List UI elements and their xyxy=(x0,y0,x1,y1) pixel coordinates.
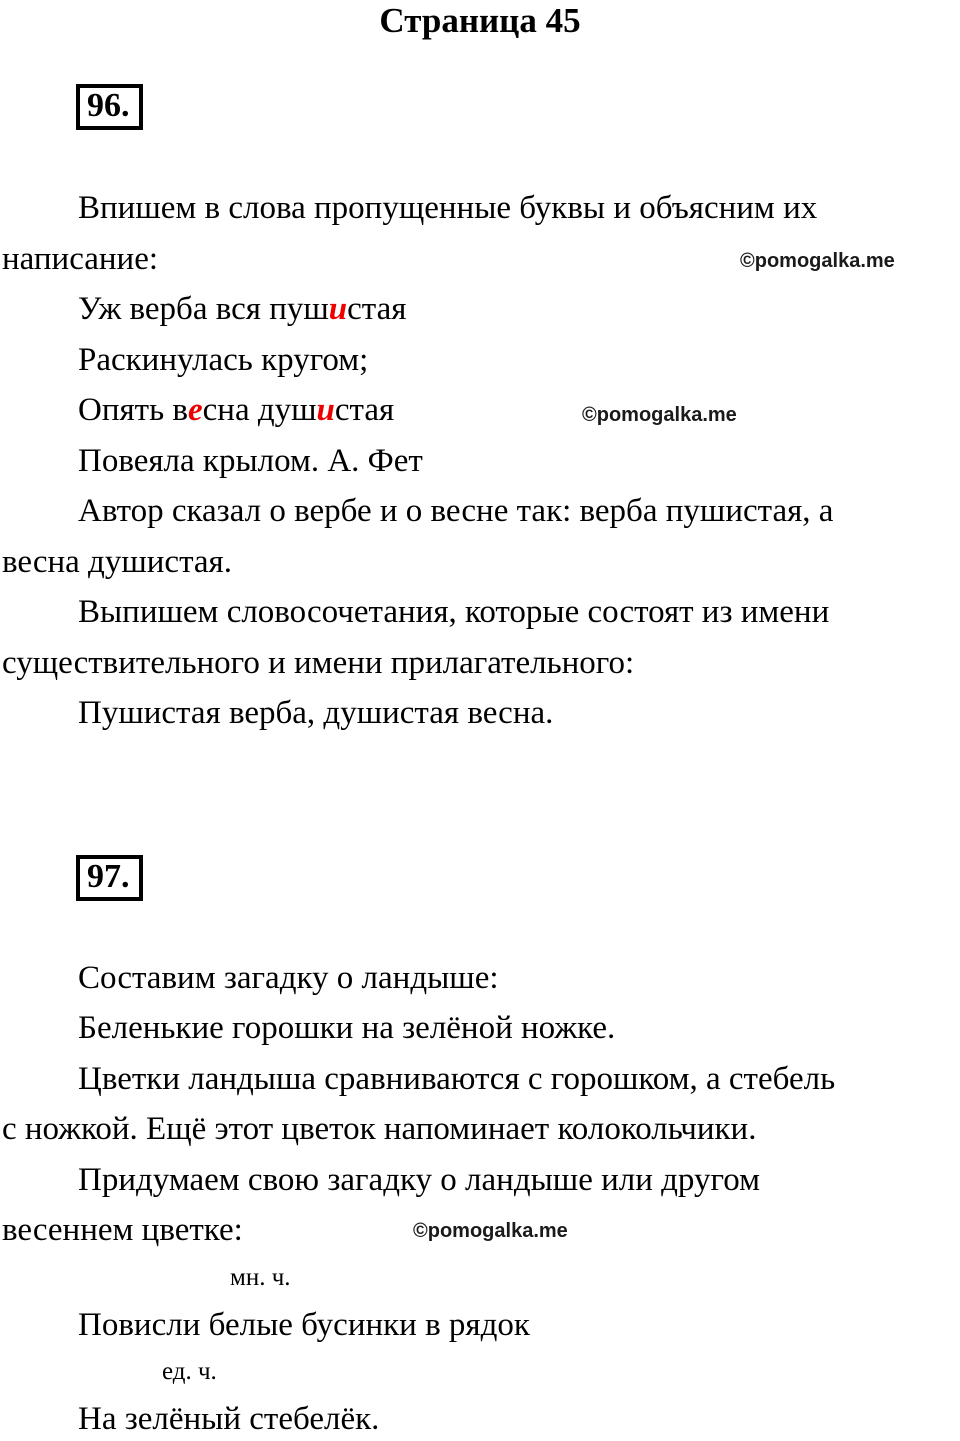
ex96-poem-line1 xyxy=(0,284,960,335)
poem-text-part: Уж верба вся пуш xyxy=(78,291,329,327)
poem-text-part: сна душ xyxy=(202,392,317,428)
ex96-poem-line4: Повеяла крылом. А. Фет xyxy=(78,442,423,479)
ex97-task-line2: весеннем цветке: xyxy=(2,1212,243,1248)
ex96-intro-line1: Впишем в слова пропущенные буквы и объясним их xyxy=(78,190,818,226)
highlighted-letter: и xyxy=(316,392,335,428)
ex97-task-line1: Придумаем свою загадку о ландыше или другом xyxy=(78,1161,760,1198)
ex96-intro-line2: написание: xyxy=(2,240,159,277)
ex96-answer: Пушистая верба, душистая весна. xyxy=(78,695,554,731)
highlighted-letter: е xyxy=(187,392,203,428)
ex97-annotation-singular: ед. ч. xyxy=(162,1358,217,1385)
ex96-poem-line3 xyxy=(0,385,960,436)
exercise-96-header xyxy=(0,84,960,130)
ex97-analysis-line2: с ножкой. Ещё этот цветок напоминает колокольчики. xyxy=(2,1111,757,1147)
ex97-own-riddle-line2: На зелёный стебелёк. xyxy=(78,1401,380,1437)
page-title: Страница 45 xyxy=(379,1,581,40)
watermark-bottom: ©pomogalka.me xyxy=(413,1220,568,1242)
ex97-own-riddle-line1: Повисли белые бусинки в рядок xyxy=(78,1306,530,1343)
ex96-analysis-line1: Автор сказал о вербе и о весне так: верба пушистая, а xyxy=(78,493,834,529)
ex96-task-line2: существительного и имени прилагательного: xyxy=(2,644,635,681)
ex97-annotation-plural: мн. ч. xyxy=(230,1263,291,1291)
ex96-poem-line2: Раскинулась кругом; xyxy=(78,341,369,378)
poem-text-part: стая xyxy=(334,392,395,428)
poem-text-part: Опять в xyxy=(78,392,188,428)
exercise-97-header xyxy=(0,855,960,901)
highlighted-letter: и xyxy=(328,291,348,327)
ex96-task-line1: Выпишем словосочетания, которые состоят из имени xyxy=(78,594,830,630)
ex96-analysis-line2: весна душистая. xyxy=(2,543,232,580)
ex97-analysis-line1: Цветки ландыша сравниваются с горошком, а стебель xyxy=(78,1060,836,1097)
exercise-97-number-box: 97. xyxy=(76,855,143,901)
poem-text-part: стая xyxy=(347,291,407,327)
ex97-riddle: Беленькие горошки на зелёной ножке. xyxy=(78,1010,616,1046)
watermark-top: ©pomogalka.me xyxy=(740,250,895,272)
watermark-middle: ©pomogalka.me xyxy=(582,404,737,426)
exercise-96-number-box: 96. xyxy=(76,84,143,130)
ex97-intro: Составим загадку о ландыше: xyxy=(78,959,499,996)
